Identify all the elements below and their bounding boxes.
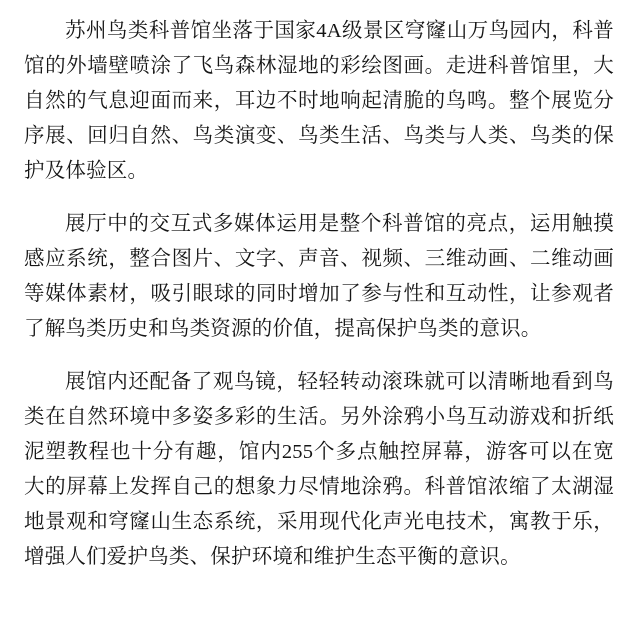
paragraph-1: 苏州鸟类科普馆坐落于国家4A级景区穹窿山万鸟园内，科普馆的外墙壁喷涂了飞鸟森林湿地的彩绘图画。走进科普馆里，大自然的气息迎面而来，耳边不时地响起清脆的鸟鸣。整个展览分序展、回归自然、鸟类演变、鸟类生活、鸟类与人类、鸟类的保护及体验区。 (24, 20, 614, 182)
paragraph-3: 展馆内还配备了观鸟镜，轻轻转动滚珠就可以清晰地看到鸟类在自然环境中多姿多彩的生活。另外涂鸦小鸟互动游戏和折纸泥塑教程也十分有趣，馆内255个多点触控屏幕，游客可以在宽大的屏幕上发挥自己的想象力尽情地涂鸦。科普馆浓缩了太湖湿地景观和穹窿山生态系统，采用现代化声光电技术，寓教于乐，增强人们爱护鸟类、保护环境和维护生态平衡的意识。 (24, 371, 614, 568)
paragraph-2: 展厅中的交互式多媒体运用是整个科普馆的亮点，运用触摸感应系统，整合图片、文字、声音、视频、三维动画、二维动画等媒体素材，吸引眼球的同时增加了参与性和互动性，让参观者了解鸟类历史和鸟类资源的价值，提高保护鸟类的意识。 (24, 213, 614, 340)
